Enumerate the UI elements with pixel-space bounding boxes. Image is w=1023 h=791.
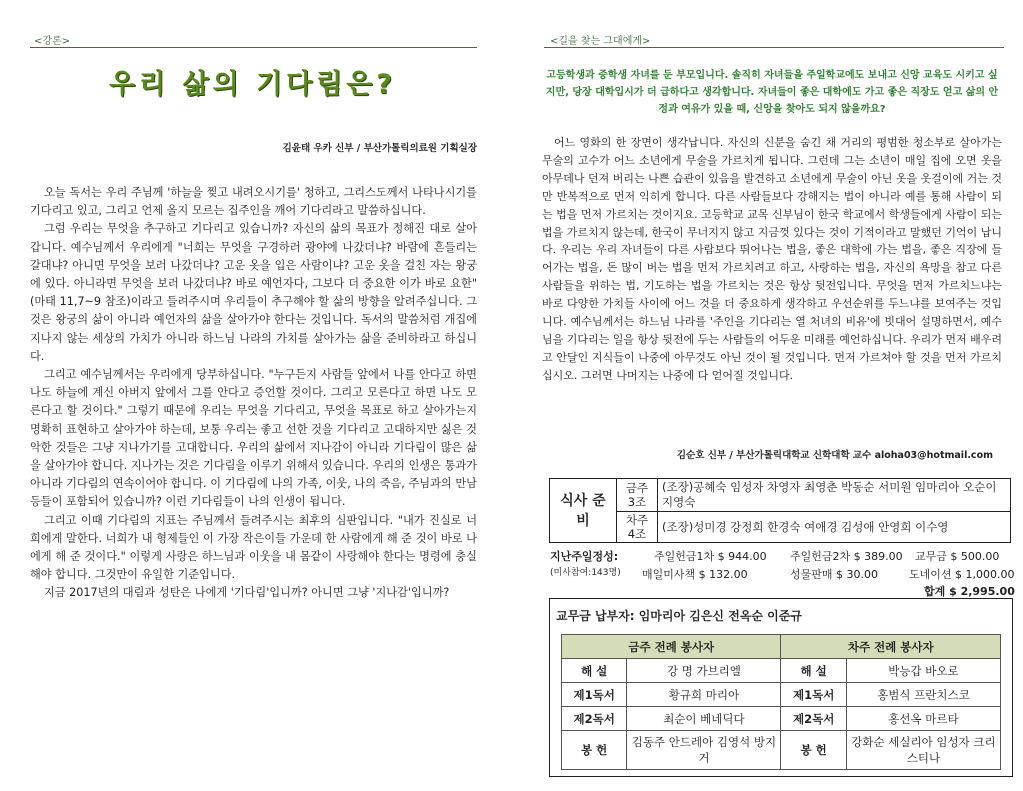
author-byline: 김윤태 우카 신부 / 부산가톨릭의료원 기획실장 [282,143,477,154]
role-label: 제2독서 [781,707,846,731]
paragraph: 오늘 독서는 우리 주님께 '하늘을 찢고 내려오시기를' 청하고, 그리스도께서 나타나시기를 기다리고 있고, 그리고 언제 올지 모르는 집주인을 깨어 기다리라고 말씀하십니다. [30,186,477,218]
role-label: 제1독서 [781,683,846,707]
header-divider [544,47,1004,48]
left-page [0,0,505,791]
meal-prep-label: 식사 준비 [550,479,617,543]
servers-box [549,598,1013,777]
homily-title: 우리 삶의 기다림은? [108,69,397,100]
role-label: 해 설 [781,659,846,683]
offering-item: 주일헌금2차 $ 389.00 [790,550,903,563]
offering-item: 도네이션 $ 1,000.00 [909,568,1015,581]
author-signature: 김순호 신부 / 부산가톨릭대학교 신학대학 교수 aloha03@hotmail.com [676,450,993,461]
paragraph: 그리고 예수님께서는 우리에게 당부하십니다. "누구든지 사람들 앞에서 나를 안다고 하면 나도 하늘에 계신 아버지 앞에서 그를 안다고 증언할 것이다. 그리고 모른다고 하면 나도 모른다고 할 것이다." 그렇기 때문에 우리는 무엇을 기다리고, 무엇을 목표로 하고 살아가는지 명확히 표현하고 살아가야 하는데, 보통 우리는 좋고 선한 것을 기다리고 고대하지만 싫은 것 악한 것들은 그냥 지나가기를 고대합니다. 우리의 삶에서 지나감이 아니라 기다림이 많은 삶을 살아가야 합니다. 지나가는 것은 기다림을 이루기 위해서 있습니다. 우리의 인생은 통과가 아니라 기다림의 연속이어야 합니다. 이 기다림에 나의 가족, 이웃, 나의 죽음, 주님과의 만남 등들이 포함되어 있습니까? 이런 기다림들이 나의 인생이 됩니다. [30,368,477,509]
meal-prep-table [549,478,1011,543]
section-header: <길을 찾는 그대에게> [550,36,651,47]
group-label: 차주 4조 [617,512,658,543]
server-name: 김동주 안드레아 김영석 방지거 [627,731,781,770]
header-divider [30,47,477,48]
role-label: 제2독서 [562,707,627,731]
server-name: 강 명 가브리엘 [627,659,781,683]
server-name: 황규희 마리아 [627,683,781,707]
question-intro: 고등학생과 중학생 자녀를 둔 부모입니다. 솔직히 자녀들을 주일학교에도 보내고 신앙 교육도 시키고 싶지만, 당장 대학입시가 더 급하다고 생각합니다. 자녀들이 좋은 대학에도 가고 좋은 직장도 얻고 삶의 안정과 여유가 있을 때, 신앙을 찾아도 되지 않을까요? [545,70,999,115]
offering-item: 주일헌금1차 $ 944.00 [654,550,767,563]
offering-item: 교무금 $ 500.00 [915,550,1000,563]
server-name: 강화순 세실리아 임성자 크리스티나 [846,731,1000,770]
this-week-header: 금주 전례 봉사자 [562,635,781,659]
group-members: (조장)공혜숙 임성자 차영자 최영춘 박동순 서미원 임마리아 오순이 지영숙 [658,479,1011,512]
offering-total: 합계 $ 2,995.00 [924,585,1015,598]
role-label: 봉 헌 [781,731,846,770]
right-page [512,0,1023,791]
paragraph: 그리고 이때 기다림의 지표는 주님께서 들려주시는 최후의 심판입니다. "내가 진실로 너희에게 말한다. 너희가 내 형제들인 이 가장 작은이들 가운데 한 사람에게 해 준 것이 바로 나에게 해 준 것이다." 이렇게 사랑은 하느님과 이웃을 내 몸같이 사랑해야 한다는 명령에 충실해야 합니다. 그것만이 유일한 기준입니다. [30,513,477,582]
offering-label: 지난주일정성: [550,550,619,563]
role-label: 해 설 [562,659,627,683]
attendance-note: (미사참여:143명) [550,568,621,578]
offering-item: 매일미사책 $ 132.00 [642,568,748,581]
offering-item: 성물판매 $ 30.00 [790,568,878,581]
role-label: 제1독서 [562,683,627,707]
homily-body [30,184,477,603]
group-label: 금주 3조 [617,479,658,512]
server-name: 홍선옥 마르타 [846,707,1000,731]
tithe-payers: 교무금 납부자: 임마리아 김은신 전옥순 이준규 [556,609,802,623]
server-name: 박능갑 바오로 [846,659,1000,683]
liturgy-servers-table [561,634,1001,770]
next-week-header: 차주 전례 봉사자 [781,635,1001,659]
section-header: <강론> [34,36,71,47]
role-label: 봉 헌 [562,731,627,770]
group-members: (조장)성미경 강정희 한경숙 여애경 김성애 안영희 이수영 [658,512,1011,543]
answer-body: 어느 영화의 한 장면이 생각납니다. 자신의 신분을 숨긴 채 거리의 평범한 청소부로 살아가는 무술의 고수가 어느 소년에게 무술을 가르치게 됩니다. 그런데 그는 소년이 매일 집에 오면 옷을 아무데나 던져 버리는 나쁜 습관이 있음을 발견하고 소년에게 무술이 아닌 옷을 옷걸이에 거는 것만 반복적으로 먼저 익히게 합니다. 다른 사람들보다 강해지는 법이 아니라 예를 통해 사람이 되는 법을 먼저 가르치는 것이지요. 고등학교 교목 신부님이 한국 학교에서 학생들에게 사람이 되는 법을 가르치지 않는데, 한국이 무너지지 않고 지금껏 있다는 것이 기적이라고 말했던 기억이 납니다. 우리는 우리 자녀들이 다른 사람보다 뛰어나는 법을, 좋은 대학에 가는 법을, 좋은 직장에 들어가는 법을, 돈 많이 버는 법을 먼저 가르치려고 하고, 사랑하는 법을, 자신의 욕망을 참고 다른 사람들을 위하는 법, 기도하는 법을 가르치는 것은 항상 뒷전입니다. 무엇을 먼저 가르치느냐는 바로 다양한 가치들 사이에 어느 것을 더 중요하게 생각하고 우선순위를 두느냐를 보여주는 것입니다. 예수님께서는 하느님 나라를 '주인을 기다리는 열 처녀의 비유'에 빗대어 설명하면서, 예수님을 기다리는 일을 항상 뒷전에 두는 사람들의 어두운 미래를 예언하십니다. 우리가 먼저 배우려고 안달인 지식들이 나중에 아무것도 아닌 것이 될 것입니다. 먼저 가르쳐야 할 것을 먼저 가르치십시오. 그러면 나머지는 나중에 다 얻어질 것입니다. [542,136,1002,382]
paragraph: 그럼 우리는 무엇을 추구하고 기다리고 있습니까? 자신의 삶의 목표가 정해진 대로 살아갑니다. 예수님께서 우리에게 "너희는 무엇을 구경하러 광야에 나갔더냐? 바람에 흔들리는 갈대냐? 아니면 무엇을 보러 나갔더냐? 고운 옷을 입은 사람이냐? 고운 옷을 걸친 자는 왕궁에 있다. 아니라면 무엇을 보러 나갔더냐? 바로 예언자다, 그보다 더 중요한 이가 바로 요한"(마태 11,7~9 참조)이라고 들려주시며 우리들이 추구해야 할 삶의 방향을 알려주십니다. 그것은 왕궁의 삶이 아니라 예언자의 삶을 살아가야 한다는 것입니다. 독서의 말씀처럼 개집에 지나지 않는 세상의 가치가 아니라 하느님 나라의 가치를 살아가는 삶을 준비하라고 하십니다. [30,222,477,363]
server-name: 홍범식 프란치스코 [846,683,1000,707]
server-name: 최순이 베네딕다 [627,707,781,731]
paragraph: 지금 2017년의 대림과 성탄은 나에게 '기다림'입니까? 아니면 그냥 '지나감'입니까? [44,586,450,600]
